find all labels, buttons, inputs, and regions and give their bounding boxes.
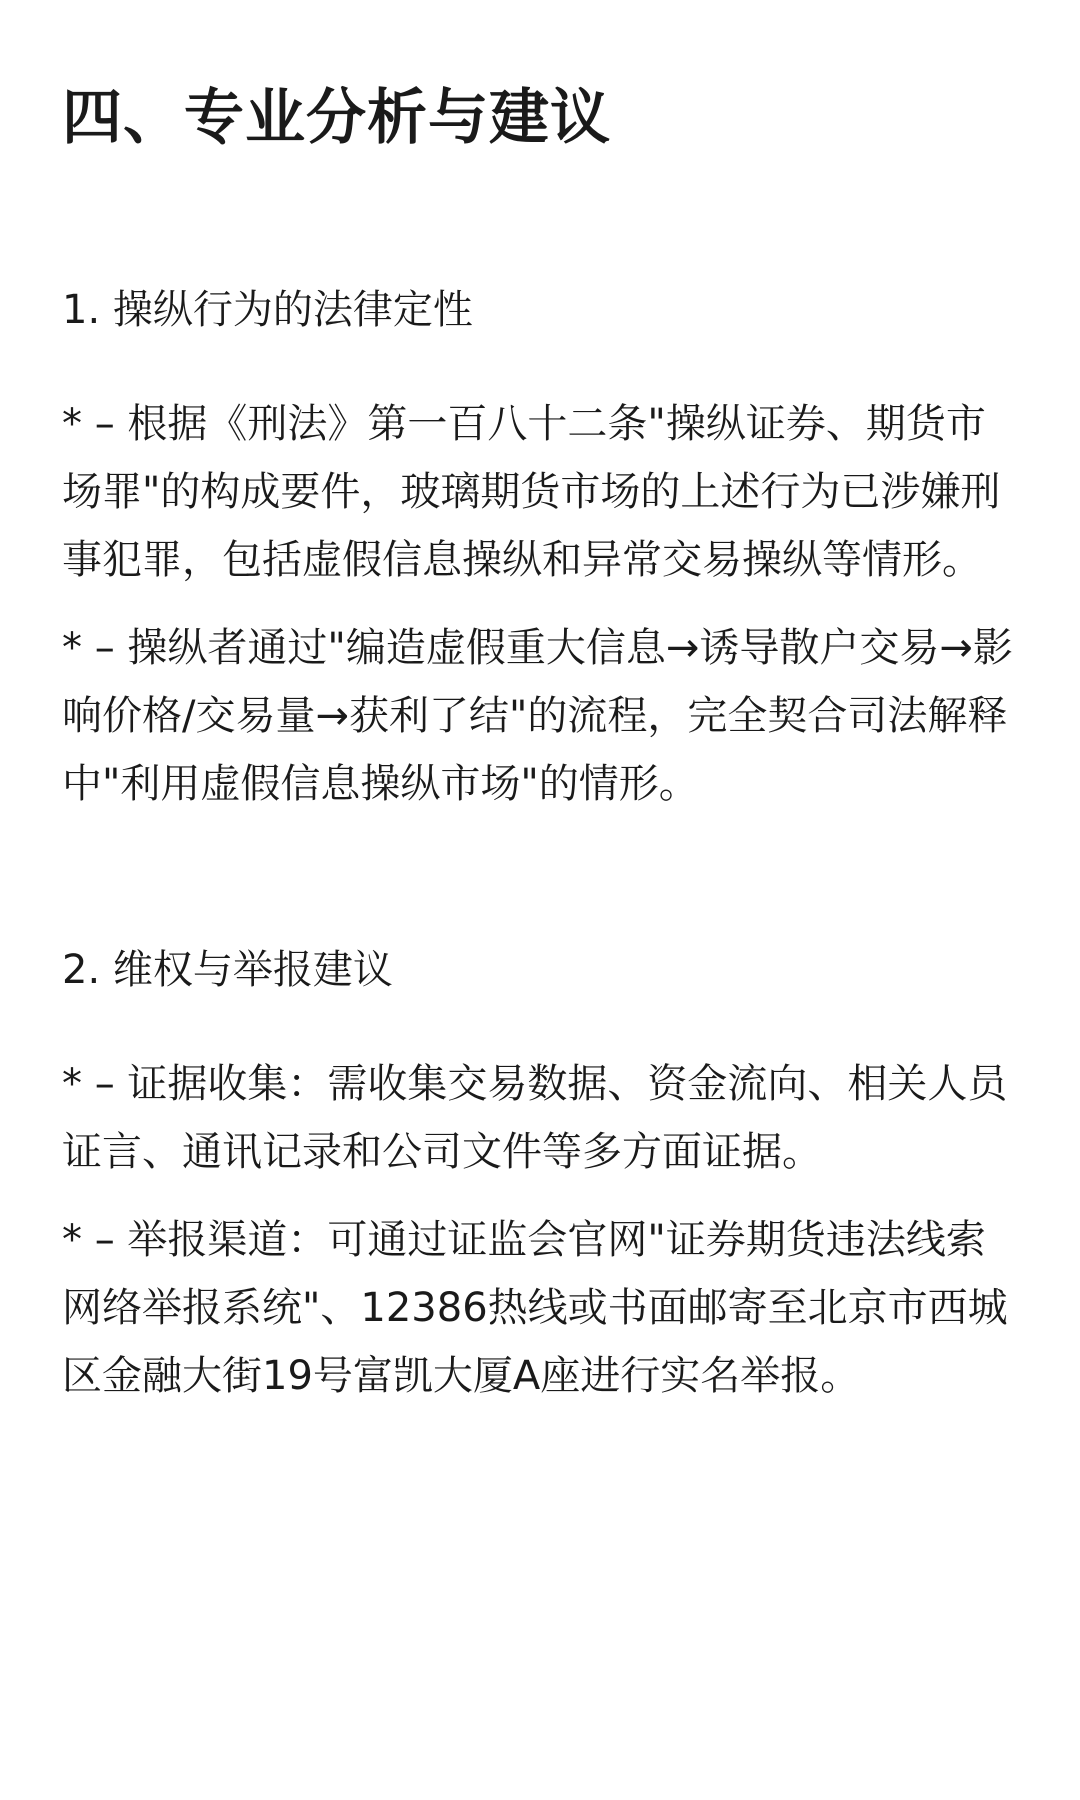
bullet-criminal-law: * – 根据《刑法》第一百八十二条"操纵证券、期货市场罪"的构成要件，玻璃期货市场的上述行为已涉嫌刑事犯罪，包括虚假信息操纵和异常交易操纵等情形。 — [62, 401, 1001, 583]
bullet-reporting-channels: * – 举报渠道：可通过证监会官网"证券期货违法线索网络举报系统"、12386热线或书面邮寄至北京市西城区金融大街19号富凯大厦A座进行实名举报。 — [62, 1217, 1008, 1399]
section-title-legal-nature: 1. 操纵行为的法律定性 — [62, 287, 473, 333]
bullet-evidence-collection: * – 证据收集：需收集交易数据、资金流向、相关人员证言、通讯记录和公司文件等多方面证据。 — [62, 1061, 1008, 1175]
section-title-rights-reporting: 2. 维权与举报建议 — [62, 947, 393, 993]
bullet-manipulation-process: * – 操纵者通过"编造虚假重大信息→诱导散户交易→影响价格/交易量→获利了结"的流程，完全契合司法解释中"利用虚假信息操纵市场"的情形。 — [62, 625, 1013, 807]
page-title: 四、专业分析与建议 — [62, 83, 611, 153]
